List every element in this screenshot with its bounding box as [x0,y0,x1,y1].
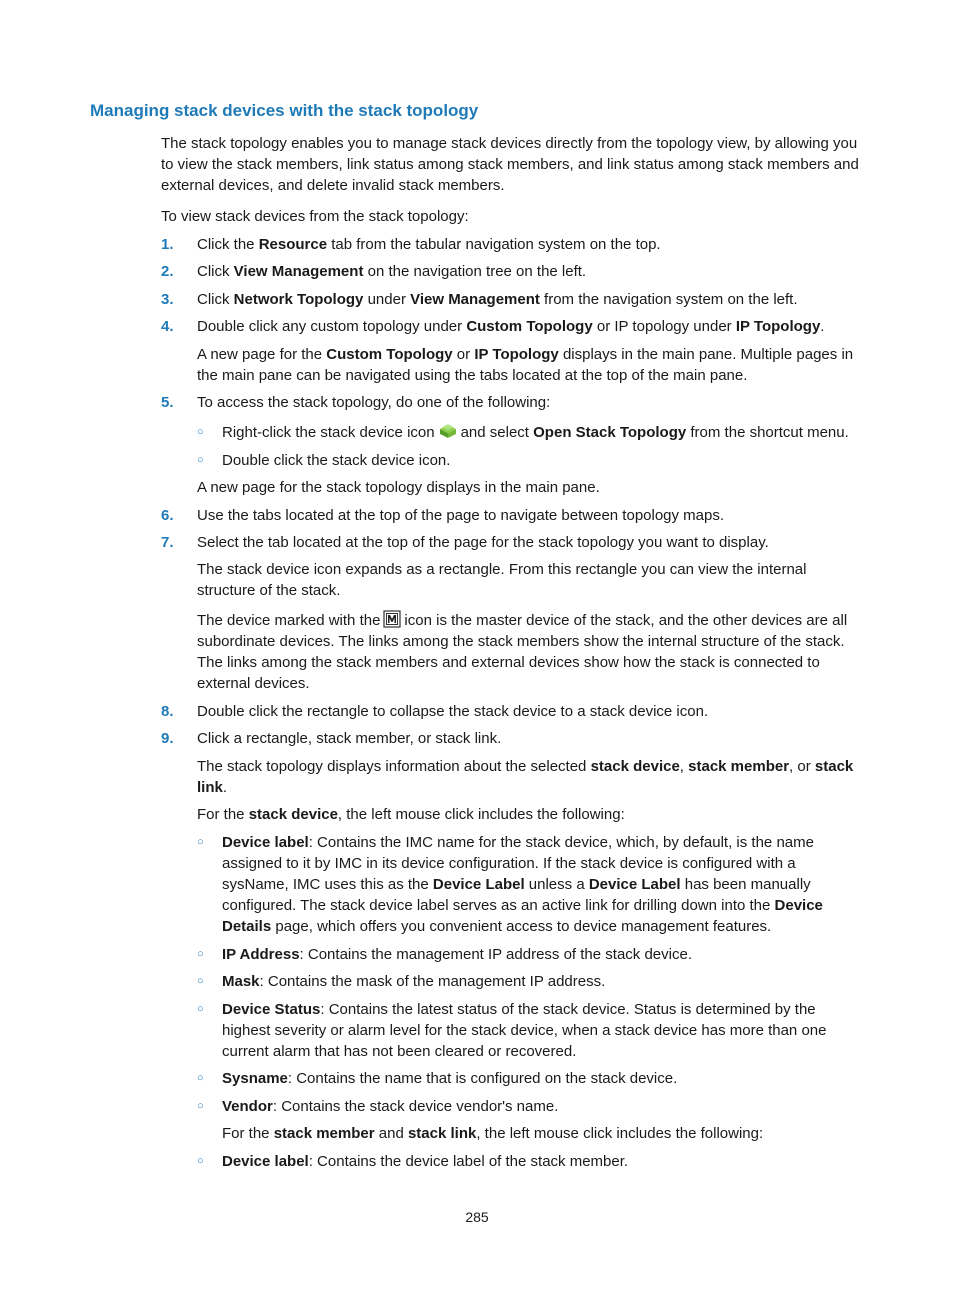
step-7-note-2: The device marked with the icon is the master device of the stack, and the other devices are all subordinate devices. The links among the stack members show the internal structure of the stack. The links among the stack members and external devices show how the stack is connected to external devices. [197,612,848,692]
step-number: 7. [161,534,174,551]
page-number: 285 [465,1209,489,1225]
step-5-option-2: Double click the stack device icon. [222,452,451,469]
step-number: 2. [161,263,174,280]
step-2-text: Click View Management on the navigation tree on the left. [197,263,587,280]
step-7-text: Select the tab located at the top of the page for the stack topology you want to display. [197,534,769,551]
step-number: 9. [161,730,174,747]
bullet-icon: ○ [197,836,204,848]
field-ip-address: IP Address: Contains the management IP address of the stack device. [222,946,692,963]
view-intro: To view stack devices from the stack topology: [161,208,469,225]
step-number: 3. [161,291,174,308]
field-mask: Mask: Contains the mask of the management IP address. [222,973,606,990]
step-5-text: To access the stack topology, do one of the following: [197,394,551,411]
step-5-note: A new page for the stack topology displays in the main pane. [197,479,600,496]
field-member-device-label: Device label: Contains the device label of the stack member. [222,1153,629,1170]
step-number: 6. [161,507,174,524]
field-device-status: Device Status: Contains the latest status of the stack device. Status is determined by the highest severity or alarm level for the stack device, when a stack device has more than one current alarm that has not been cleared or recovered. [222,1001,827,1060]
step-4-note: A new page for the Custom Topology or IP Topology displays in the main pane. Multiple pages in the main pane can be navigated using the tabs located at the top of the main pane. [197,346,854,384]
stack-device-intro: For the stack device, the left mouse click includes the following: [197,806,625,823]
step-3-text: Click Network Topology under View Management from the navigation system on the left. [197,291,798,308]
member-link-intro: For the stack member and stack link, the left mouse click includes the following: [222,1125,764,1142]
step-9-text: Click a rectangle, stack member, or stack link. [197,730,502,747]
step-number: 1. [161,236,174,253]
step-6-text: Use the tabs located at the top of the page to navigate between topology maps. [197,507,725,524]
bullet-icon: ○ [197,1100,204,1112]
bullet-icon: ○ [197,426,204,438]
bullet-icon: ○ [197,454,204,466]
step-9-note: The stack topology displays information about the selected stack device, stack member, or stack link. [197,758,854,796]
bullet-icon: ○ [197,1003,204,1015]
field-sysname: Sysname: Contains the name that is configured on the stack device. [222,1070,678,1087]
master-device-icon [383,610,401,628]
step-8-text: Double click the rectangle to collapse the stack device to a stack device icon. [197,703,709,720]
bullet-icon: ○ [197,1155,204,1167]
step-4-text: Double click any custom topology under Custom Topology or IP topology under IP Topology. [197,318,825,335]
step-5-option-1: Right-click the stack device icon and select Open Stack Topology from the shortcut menu. [222,424,849,441]
bullet-icon: ○ [197,975,204,987]
step-1-text: Click the Resource tab from the tabular navigation system on the top. [197,236,661,253]
bullet-icon: ○ [197,948,204,960]
step-number: 4. [161,318,174,335]
step-number: 8. [161,703,174,720]
bullet-icon: ○ [197,1072,204,1084]
field-vendor: Vendor: Contains the stack device vendor's name. [222,1098,559,1115]
intro-paragraph: The stack topology enables you to manage stack devices directly from the topology view, by allowing you to view the stack members, link status among stack members, and link status among stack members and external devices, and delete invalid stack members. [161,135,859,194]
stack-device-icon [438,422,458,440]
section-heading: Managing stack devices with the stack topology [90,101,479,120]
step-number: 5. [161,394,174,411]
field-device-label: Device label: Contains the IMC name for the stack device, which, by default, is the name assigned to it by IMC in its device configuration. If the stack device is configured with a sysName, IMC uses this as the Device Label unless a Device Label has been manually configured. The stack device label serves as an active link for drilling down into the Device Details page, which offers you convenient access to device management features. [222,834,823,935]
step-7-note-1: The stack device icon expands as a rectangle. From this rectangle you can view the internal structure of the stack. [197,561,807,599]
